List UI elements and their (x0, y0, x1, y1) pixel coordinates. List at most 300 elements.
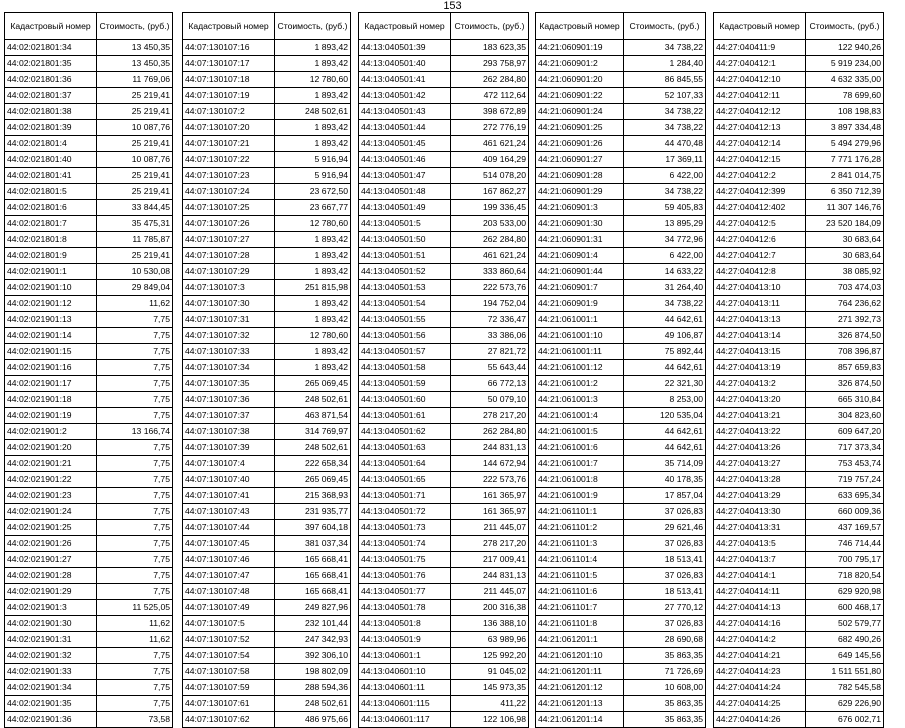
cadastral-number-cell: 44:02:021901:23 (5, 488, 97, 504)
cost-cell: 629 920,98 (806, 584, 884, 600)
cost-cell: 7,75 (97, 392, 173, 408)
cadastral-number-cell: 44:27:040412:7 (714, 248, 806, 264)
cadastral-number-cell: 44:07:130107:26 (183, 216, 275, 232)
table-row (359, 88, 529, 104)
table-row (5, 56, 173, 72)
table-row (714, 584, 884, 600)
cadastral-table-2 (182, 12, 351, 728)
cost-cell: 34 738,22 (624, 120, 706, 136)
cost-cell: 265 069,45 (275, 472, 351, 488)
cost-cell: 1 284,40 (624, 56, 706, 72)
cadastral-number-cell: 44:13:040501:51 (359, 248, 451, 264)
cost-cell: 73,58 (97, 712, 173, 728)
table-row (359, 280, 529, 296)
cost-cell: 13 166,74 (97, 424, 173, 440)
table-row (359, 408, 529, 424)
cost-cell: 764 236,62 (806, 296, 884, 312)
cadastral-number-cell: 44:27:040412:8 (714, 264, 806, 280)
table-row (183, 376, 351, 392)
table-row (5, 104, 173, 120)
cost-cell: 31 264,40 (624, 280, 706, 296)
cadastral-number-cell: 44:02:021901:34 (5, 680, 97, 696)
table-row (359, 424, 529, 440)
cost-cell: 14 633,22 (624, 264, 706, 280)
cost-cell: 55 643,44 (451, 360, 529, 376)
table-row (714, 552, 884, 568)
table-row (5, 328, 173, 344)
cadastral-number-cell: 44:27:040414:13 (714, 600, 806, 616)
cadastral-number-cell: 44:13:040501:65 (359, 472, 451, 488)
cost-cell: 25 219,41 (97, 248, 173, 264)
cost-cell: 7,75 (97, 536, 173, 552)
cadastral-number-cell: 44:21:060901:4 (536, 248, 624, 264)
table-row (536, 280, 706, 296)
cost-cell: 86 845,55 (624, 72, 706, 88)
table-row (183, 200, 351, 216)
table-row (359, 312, 529, 328)
table-row (714, 408, 884, 424)
cost-cell: 38 085,92 (806, 264, 884, 280)
table-row (536, 104, 706, 120)
cadastral-number-cell: 44:21:061101:1 (536, 504, 624, 520)
cadastral-number-cell: 44:27:040413:7 (714, 552, 806, 568)
cost-cell: 326 874,50 (806, 376, 884, 392)
table-row (5, 712, 173, 728)
cost-cell: 262 284,80 (451, 72, 529, 88)
cadastral-number-cell: 44:02:021901:19 (5, 408, 97, 424)
table-row (5, 40, 173, 56)
header-cadastral-number: Кадастровый номер (5, 13, 97, 40)
cadastral-number-cell: 44:27:040413:26 (714, 440, 806, 456)
cost-cell: 29 621,46 (624, 520, 706, 536)
cadastral-number-cell: 44:07:130107:54 (183, 648, 275, 664)
cost-cell: 1 893,42 (275, 40, 351, 56)
header-cadastral-number: Кадастровый номер (536, 13, 624, 40)
cadastral-number-cell: 44:13:040501:63 (359, 440, 451, 456)
cost-cell: 23 672,50 (275, 184, 351, 200)
cost-cell: 381 037,34 (275, 536, 351, 552)
cadastral-number-cell: 44:21:061001:12 (536, 360, 624, 376)
cost-cell: 682 490,26 (806, 632, 884, 648)
table-row (359, 392, 529, 408)
cost-cell: 183 623,35 (451, 40, 529, 56)
cadastral-number-cell: 44:21:061001:3 (536, 392, 624, 408)
table-row (5, 408, 173, 424)
cost-cell: 1 893,42 (275, 344, 351, 360)
table-row (183, 184, 351, 200)
cadastral-number-cell: 44:27:040413:27 (714, 456, 806, 472)
table-row (714, 312, 884, 328)
table-row (183, 616, 351, 632)
table-row (5, 376, 173, 392)
cost-cell: 30 683,64 (806, 248, 884, 264)
cadastral-number-cell: 44:13:040501:54 (359, 296, 451, 312)
cost-cell: 7,75 (97, 376, 173, 392)
cost-cell: 37 026,83 (624, 616, 706, 632)
cost-cell: 35 475,31 (97, 216, 173, 232)
table-row (5, 488, 173, 504)
cadastral-number-cell: 44:02:021801:41 (5, 168, 97, 184)
table-row (536, 696, 706, 712)
cadastral-number-cell: 44:21:060901:26 (536, 136, 624, 152)
table-row (714, 504, 884, 520)
cost-cell: 25 219,41 (97, 168, 173, 184)
cost-cell: 30 683,64 (806, 232, 884, 248)
cadastral-number-cell: 44:21:061001:7 (536, 456, 624, 472)
table-row (714, 536, 884, 552)
cadastral-number-cell: 44:02:021801:5 (5, 184, 97, 200)
cadastral-number-cell: 44:13:040501:9 (359, 632, 451, 648)
table-row (5, 696, 173, 712)
table-row (714, 488, 884, 504)
table-header-row (714, 13, 884, 40)
table-row (183, 472, 351, 488)
table-row (359, 616, 529, 632)
table-row (5, 536, 173, 552)
cost-cell: 35 863,35 (624, 712, 706, 728)
table-row (359, 200, 529, 216)
cadastral-number-cell: 44:13:040501:76 (359, 568, 451, 584)
table-row (183, 680, 351, 696)
cadastral-number-cell: 44:02:021801:37 (5, 88, 97, 104)
cadastral-number-cell: 44:07:130107:41 (183, 488, 275, 504)
table-row (183, 88, 351, 104)
table-row (183, 152, 351, 168)
cadastral-number-cell: 44:27:040413:31 (714, 520, 806, 536)
table-row (183, 600, 351, 616)
cadastral-number-cell: 44:07:130107:43 (183, 504, 275, 520)
table-row (714, 696, 884, 712)
table-row (183, 248, 351, 264)
cadastral-number-cell: 44:21:060901:3 (536, 200, 624, 216)
table-row (183, 360, 351, 376)
cost-cell: 7,75 (97, 696, 173, 712)
cadastral-number-cell: 44:27:040412:402 (714, 200, 806, 216)
cost-cell: 120 535,04 (624, 408, 706, 424)
cadastral-number-cell: 44:13:040601:117 (359, 712, 451, 728)
table-row (536, 120, 706, 136)
table-row (714, 600, 884, 616)
cadastral-number-cell: 44:13:040501:44 (359, 120, 451, 136)
cadastral-number-cell: 44:07:130107:36 (183, 392, 275, 408)
cost-cell: 6 422,00 (624, 248, 706, 264)
cost-cell: 7,75 (97, 568, 173, 584)
cadastral-number-cell: 44:07:130107:3 (183, 280, 275, 296)
cadastral-number-cell: 44:13:040501:8 (359, 616, 451, 632)
table-row (359, 552, 529, 568)
cadastral-number-cell: 44:07:130107:38 (183, 424, 275, 440)
cadastral-number-cell: 44:13:040501:71 (359, 488, 451, 504)
table-row (183, 408, 351, 424)
cadastral-number-cell: 44:07:130107:20 (183, 120, 275, 136)
cost-cell: 13 895,29 (624, 216, 706, 232)
header-cost: Стоимость, (руб.) (624, 13, 706, 40)
cadastral-number-cell: 44:13:040501:61 (359, 408, 451, 424)
cost-cell: 200 316,38 (451, 600, 529, 616)
table-row (714, 376, 884, 392)
cost-cell: 244 831,13 (451, 568, 529, 584)
cost-cell: 37 026,83 (624, 536, 706, 552)
cost-cell: 28 690,68 (624, 632, 706, 648)
table-row (5, 280, 173, 296)
cadastral-number-cell: 44:27:040413:2 (714, 376, 806, 392)
cost-cell: 271 392,73 (806, 312, 884, 328)
cost-cell: 6 422,00 (624, 168, 706, 184)
cadastral-number-cell: 44:02:021801:36 (5, 72, 97, 88)
cadastral-number-cell: 44:02:021901:1 (5, 264, 97, 280)
cadastral-number-cell: 44:07:130107:18 (183, 72, 275, 88)
table-row (714, 200, 884, 216)
cadastral-number-cell: 44:21:061201:11 (536, 664, 624, 680)
cadastral-number-cell: 44:21:061101:4 (536, 552, 624, 568)
cost-cell: 10 530,08 (97, 264, 173, 280)
table-row (5, 440, 173, 456)
page-number: 153 (443, 0, 462, 12)
cost-cell: 7,75 (97, 472, 173, 488)
cost-cell: 122 940,26 (806, 40, 884, 56)
table-row (183, 40, 351, 56)
cadastral-number-cell: 44:27:040413:20 (714, 392, 806, 408)
table-row (5, 72, 173, 88)
cadastral-number-cell: 44:21:060901:25 (536, 120, 624, 136)
cadastral-number-cell: 44:02:021901:2 (5, 424, 97, 440)
cost-cell: 278 217,20 (451, 408, 529, 424)
cost-cell: 167 862,27 (451, 184, 529, 200)
table-row (359, 136, 529, 152)
cost-cell: 25 219,41 (97, 184, 173, 200)
cadastral-number-cell: 44:07:130107:23 (183, 168, 275, 184)
cost-cell: 7,75 (97, 312, 173, 328)
cadastral-number-cell: 44:13:040501:59 (359, 376, 451, 392)
cost-cell: 248 502,61 (275, 696, 351, 712)
table-row (536, 584, 706, 600)
cadastral-number-cell: 44:27:040412:10 (714, 72, 806, 88)
cadastral-number-cell: 44:21:061001:10 (536, 328, 624, 344)
table-row (714, 344, 884, 360)
table-row (183, 72, 351, 88)
cadastral-number-cell: 44:21:061001:1 (536, 312, 624, 328)
table-row (5, 136, 173, 152)
cost-cell: 50 079,10 (451, 392, 529, 408)
cadastral-number-cell: 44:21:060901:20 (536, 72, 624, 88)
table-row (183, 520, 351, 536)
cadastral-number-cell: 44:27:040414:24 (714, 680, 806, 696)
cadastral-number-cell: 44:07:130107:31 (183, 312, 275, 328)
table-row (183, 328, 351, 344)
cost-cell: 1 893,42 (275, 136, 351, 152)
cost-cell: 165 668,41 (275, 568, 351, 584)
cost-cell: 211 445,07 (451, 584, 529, 600)
table-row (183, 104, 351, 120)
table-row (536, 488, 706, 504)
cost-cell: 44 642,61 (624, 312, 706, 328)
cadastral-table-3 (358, 12, 529, 728)
cost-cell: 49 106,87 (624, 328, 706, 344)
header-cadastral-number: Кадастровый номер (359, 13, 451, 40)
table-row (5, 296, 173, 312)
cadastral-number-cell: 44:21:061101:6 (536, 584, 624, 600)
cost-cell: 165 668,41 (275, 552, 351, 568)
table-row (359, 328, 529, 344)
cadastral-number-cell: 44:13:040501:40 (359, 56, 451, 72)
cadastral-number-cell: 44:02:021901:26 (5, 536, 97, 552)
table-row (5, 504, 173, 520)
table-row (536, 520, 706, 536)
cadastral-number-cell: 44:21:061001:6 (536, 440, 624, 456)
table-row (359, 344, 529, 360)
cadastral-number-cell: 44:21:061101:3 (536, 536, 624, 552)
table-row (714, 232, 884, 248)
cost-cell: 40 178,35 (624, 472, 706, 488)
table-row (714, 168, 884, 184)
table-row (714, 424, 884, 440)
table-row (359, 120, 529, 136)
cadastral-number-cell: 44:21:061101:7 (536, 600, 624, 616)
table-row (714, 184, 884, 200)
cadastral-number-cell: 44:07:130107:46 (183, 552, 275, 568)
cost-cell: 326 874,50 (806, 328, 884, 344)
cost-cell: 34 738,22 (624, 296, 706, 312)
cadastral-number-cell: 44:07:130107:52 (183, 632, 275, 648)
cost-cell: 7,75 (97, 360, 173, 376)
table-row (536, 552, 706, 568)
cadastral-number-cell: 44:13:040501:57 (359, 344, 451, 360)
table-row (183, 584, 351, 600)
table-row (536, 680, 706, 696)
table-row (536, 200, 706, 216)
cadastral-number-cell: 44:13:040601:11 (359, 680, 451, 696)
table-row (359, 184, 529, 200)
table-row (5, 664, 173, 680)
cost-cell: 1 893,42 (275, 120, 351, 136)
header-cost: Стоимость, (руб.) (451, 13, 529, 40)
cost-cell: 333 860,64 (451, 264, 529, 280)
cadastral-number-cell: 44:07:130107:47 (183, 568, 275, 584)
table-row (536, 664, 706, 680)
cadastral-number-cell: 44:13:040501:53 (359, 280, 451, 296)
cost-cell: 211 445,07 (451, 520, 529, 536)
table-row (536, 456, 706, 472)
cadastral-number-cell: 44:02:021901:36 (5, 712, 97, 728)
table-row (536, 72, 706, 88)
cadastral-number-cell: 44:02:021801:38 (5, 104, 97, 120)
table-row (536, 344, 706, 360)
cadastral-number-cell: 44:02:021901:27 (5, 552, 97, 568)
cost-cell: 437 169,57 (806, 520, 884, 536)
cost-cell: 18 513,41 (624, 552, 706, 568)
cost-cell: 44 642,61 (624, 360, 706, 376)
cadastral-number-cell: 44:13:040501:62 (359, 424, 451, 440)
cadastral-number-cell: 44:07:130107:22 (183, 152, 275, 168)
cost-cell: 411,22 (451, 696, 529, 712)
cost-cell: 1 511 551,80 (806, 664, 884, 680)
cadastral-number-cell: 44:27:040412:2 (714, 168, 806, 184)
table-row (536, 616, 706, 632)
cost-cell: 194 752,04 (451, 296, 529, 312)
table-row (359, 504, 529, 520)
cadastral-number-cell: 44:27:040413:15 (714, 344, 806, 360)
table-row (714, 664, 884, 680)
cadastral-number-cell: 44:21:061201:13 (536, 696, 624, 712)
table-row (5, 456, 173, 472)
table-row (359, 536, 529, 552)
cost-cell: 33 844,45 (97, 200, 173, 216)
table-row (183, 296, 351, 312)
cost-cell: 10 087,76 (97, 152, 173, 168)
cadastral-number-cell: 44:13:040501:77 (359, 584, 451, 600)
table-row (5, 120, 173, 136)
cadastral-number-cell: 44:07:130107:28 (183, 248, 275, 264)
cost-cell: 231 935,77 (275, 504, 351, 520)
cost-cell: 600 468,17 (806, 600, 884, 616)
table-row (714, 296, 884, 312)
table-row (5, 168, 173, 184)
cadastral-number-cell: 44:21:061001:8 (536, 472, 624, 488)
cadastral-number-cell: 44:21:061201:14 (536, 712, 624, 728)
cost-cell: 11 307 146,76 (806, 200, 884, 216)
cadastral-number-cell: 44:07:130107:17 (183, 56, 275, 72)
table-row (5, 648, 173, 664)
cadastral-number-cell: 44:13:040501:43 (359, 104, 451, 120)
table-row (359, 264, 529, 280)
cadastral-number-cell: 44:13:040501:48 (359, 184, 451, 200)
cadastral-number-cell: 44:21:060901:22 (536, 88, 624, 104)
cadastral-number-cell: 44:21:060901:27 (536, 152, 624, 168)
table-row (359, 40, 529, 56)
cost-cell: 5 916,94 (275, 152, 351, 168)
table-row (714, 456, 884, 472)
cadastral-number-cell: 44:07:130107:19 (183, 88, 275, 104)
cost-cell: 25 219,41 (97, 88, 173, 104)
cadastral-table-5 (713, 12, 884, 728)
table-header-row (183, 13, 351, 40)
table-row (536, 152, 706, 168)
table-row (183, 264, 351, 280)
table-row (5, 680, 173, 696)
table-row (714, 520, 884, 536)
cadastral-number-cell: 44:07:130107:29 (183, 264, 275, 280)
table-row (183, 504, 351, 520)
table-row (714, 568, 884, 584)
cadastral-number-cell: 44:21:061101:2 (536, 520, 624, 536)
cost-cell: 782 545,58 (806, 680, 884, 696)
table-row (714, 680, 884, 696)
cadastral-number-cell: 44:27:040412:11 (714, 88, 806, 104)
cadastral-number-cell: 44:21:061001:2 (536, 376, 624, 392)
table-row (359, 472, 529, 488)
cadastral-number-cell: 44:02:021901:30 (5, 616, 97, 632)
table-row (536, 56, 706, 72)
cadastral-number-cell: 44:07:130107:49 (183, 600, 275, 616)
header-cost: Стоимость, (руб.) (806, 13, 884, 40)
cadastral-number-cell: 44:21:060901:30 (536, 216, 624, 232)
cost-cell: 1 893,42 (275, 312, 351, 328)
cadastral-number-cell: 44:02:021901:17 (5, 376, 97, 392)
table-row (536, 216, 706, 232)
cost-cell: 222 658,34 (275, 456, 351, 472)
cost-cell: 11,62 (97, 632, 173, 648)
cadastral-number-cell: 44:02:021801:8 (5, 232, 97, 248)
cost-cell: 719 757,24 (806, 472, 884, 488)
cost-cell: 7,75 (97, 344, 173, 360)
cadastral-number-cell: 44:27:040413:21 (714, 408, 806, 424)
cost-cell: 703 474,03 (806, 280, 884, 296)
cadastral-number-cell: 44:13:040501:52 (359, 264, 451, 280)
table-row (359, 696, 529, 712)
cadastral-number-cell: 44:27:040414:26 (714, 712, 806, 728)
cost-cell: 37 026,83 (624, 504, 706, 520)
cadastral-number-cell: 44:27:040413:5 (714, 536, 806, 552)
